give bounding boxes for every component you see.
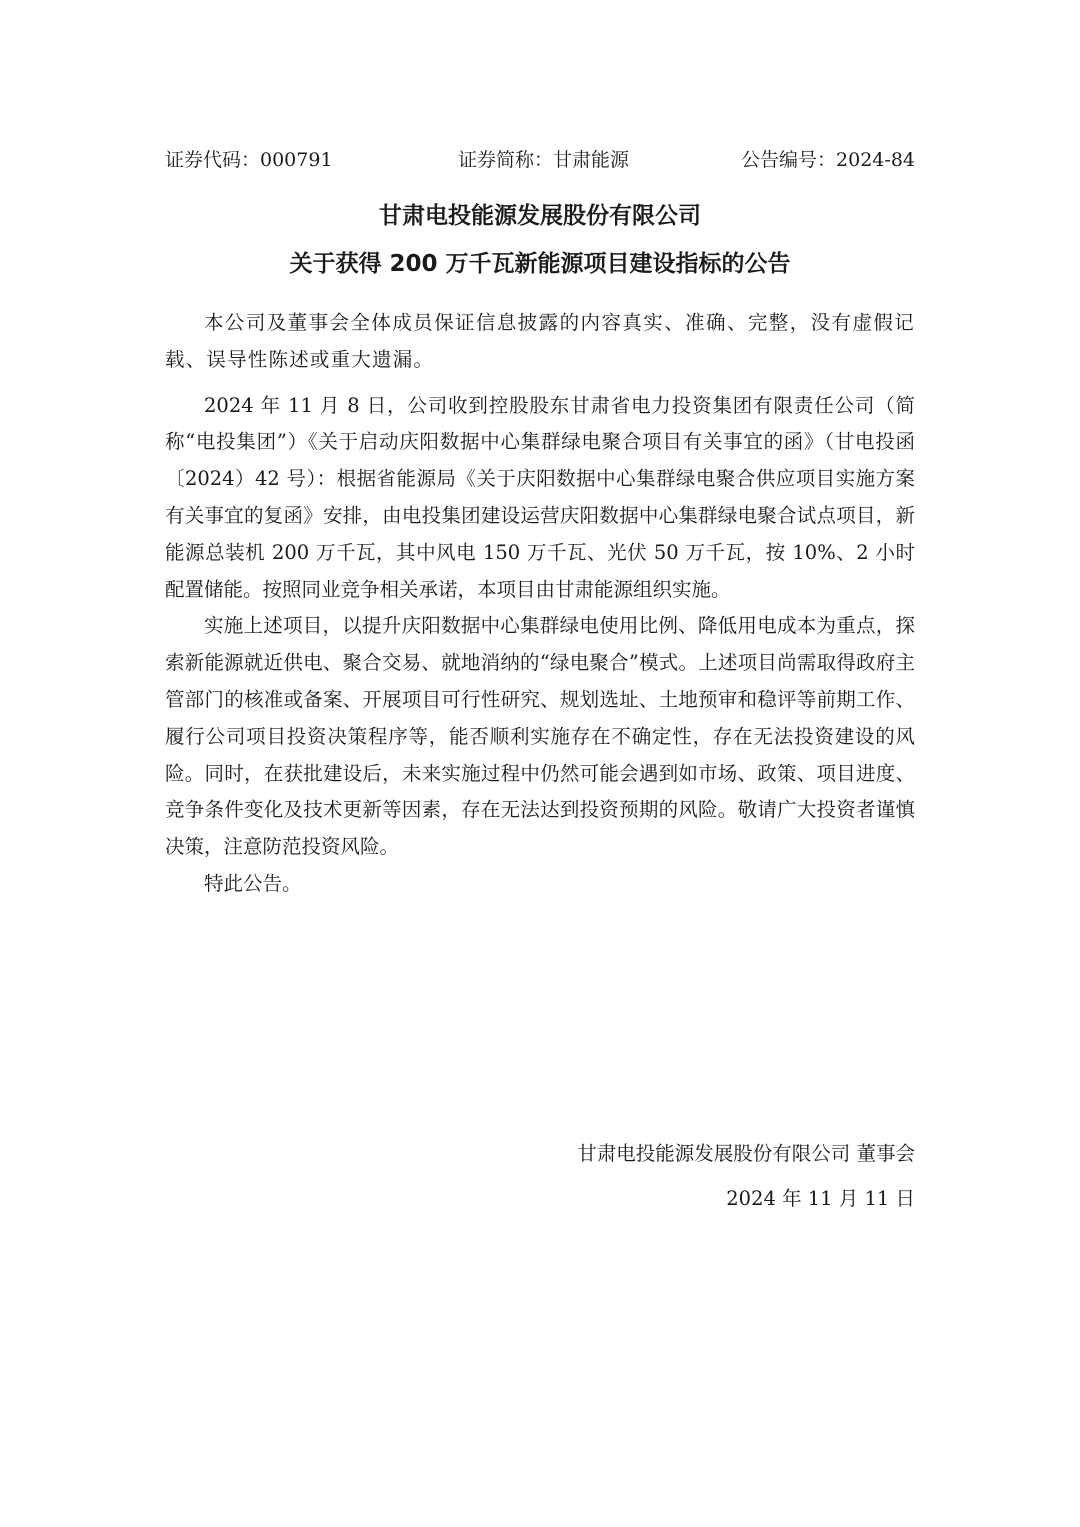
stock-abbreviation: 证券简称：甘肃能源 [458,149,630,171]
disclosure-statement: 本公司及董事会全体成员保证信息披露的内容真实、准确、完整，没有虚假记载、误导性陈述或重大遗漏。 [165,311,915,371]
body-paragraph: 实施上述项目，以提升庆阳数据中心集群绿电使用比例、降低用电成本为重点，探索新能源就近供电、聚合交易、就地消纳的“绿电聚合”模式。上述项目尚需取得政府主管部门的核准或备案、开展项目可行性研究、规划选址、土地预审和稳评等前期工作、履行公司项目投资决策程序等，能否顺利实施存在不确定性，存在无法投资建设的风险。同时，在获批建设后，未来实施过程中仍然可能会遇到如市场、政策、项目进度、竞争条件变化及技术更新等因素，存在无法达到投资预期的风险。敬请广大投资者谨慎决策，注意防范投资风险。 [165,614,915,859]
closing-statement: 特此公告。 [204,871,302,895]
announcement-number: 公告编号：2024-84 [741,149,915,171]
company-title: 甘肃电投能源发展股份有限公司 [379,203,701,229]
document-header [165,143,915,177]
announcement-body [165,305,915,903]
signature-organization: 甘肃电投能源发展股份有限公司 董事会 [577,1142,915,1165]
body-paragraph: 2024 年 11 月 8 日，公司收到控股股东甘肃省电力投资集团有限责任公司（简称“电投集团”）《关于启动庆阳数据中心集群绿电聚合项目有关事宜的函》（甘电投函〔2024）42 号）：根据省能源局《关于庆阳数据中心集群绿电聚合供应项目实施方案有关事宜的复函》安排，由电投集团建设运营庆阳数据中心集群绿电聚合试点项目，新能源总装机 200 万千瓦，其中风电 150 万千瓦、光伏 50 万千瓦，按 10%、2 小时配置储能。按照同业竞争相关承诺，本项目由甘肃能源组织实施。 [165,393,915,601]
stock-code: 证券代码：000791 [165,149,333,171]
announcement-title: 关于获得 200 万千瓦新能源项目建设指标的公告 [289,251,791,277]
signature-date: 2024 年 11 月 11 日 [726,1187,915,1210]
